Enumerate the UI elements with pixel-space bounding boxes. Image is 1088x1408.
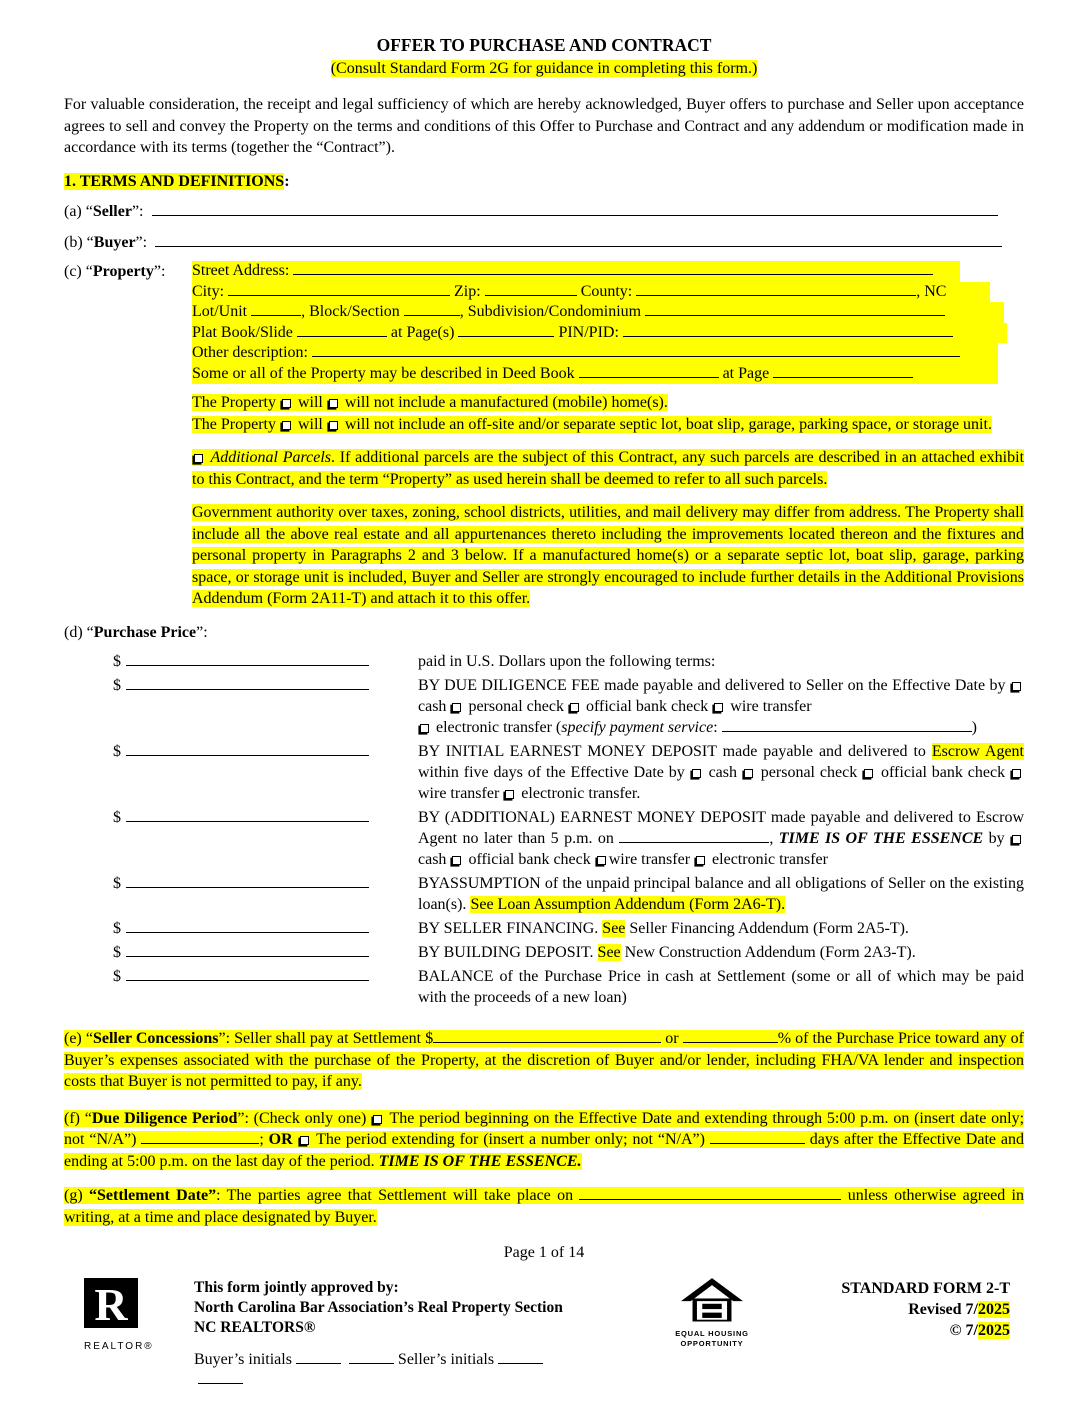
additional-parcels-text: . If additional parcels are the subject of this Contract, any such parcels are described in an attached exhibit to this Contract, and the term “Property” as used herein shall be deemed to refer to all such parcels. <box>192 449 1025 488</box>
seller-concessions-highlight <box>64 1030 1024 1090</box>
section-1-heading-text: 1. TERMS AND DEFINITIONS <box>64 172 285 190</box>
initials-line <box>194 1350 594 1390</box>
city-zip-county-line <box>192 282 990 303</box>
lot-unit-label: Lot/Unit <box>192 303 252 320</box>
settlement-t2: unless otherwise agreed in writing, at a time and place designated by Buyer. <box>64 1187 1024 1226</box>
approved-line-1: This form jointly approved by: <box>194 1278 399 1296</box>
offsite-will-checkbox[interactable] <box>282 421 291 430</box>
pp-row-seller-financing <box>64 918 1024 939</box>
government-authority-paragraph <box>192 502 1024 610</box>
property-label <box>64 261 192 384</box>
concession-percent-field[interactable] <box>683 1029 778 1043</box>
buyer-suffix: ”: <box>135 233 148 251</box>
mobile-home-highlight <box>192 394 668 411</box>
pp-amount-cell <box>64 807 418 828</box>
seller-term: Seller <box>92 203 132 220</box>
dd-days-field[interactable] <box>710 1130 805 1144</box>
lot-unit-field[interactable] <box>251 302 301 316</box>
dd-date-field[interactable] <box>141 1130 259 1144</box>
pp-desc-total: paid in U.S. Dollars upon the following terms: <box>418 653 716 670</box>
deed-book-line <box>192 364 998 385</box>
zip-field[interactable] <box>485 282 577 296</box>
iem-escrow-agent-highlight: Escrow Agent <box>931 743 1025 760</box>
aem-wire-transfer-label: wire transfer <box>608 851 695 868</box>
block-section-field[interactable] <box>404 302 460 316</box>
ddf-official-bank-check-label: official bank check <box>581 698 713 715</box>
standard-form-label: STANDARD FORM 2-T <box>841 1279 1010 1297</box>
seller-name-field[interactable] <box>152 202 999 216</box>
pin-pid-label: PIN/PID: <box>554 323 623 341</box>
dd-option1-checkbox[interactable] <box>373 1115 382 1124</box>
iem-t2: within five days of the Effective Date by <box>418 764 690 781</box>
payment-service-field[interactable] <box>722 718 972 732</box>
intro-paragraph: For valuable consideration, the receipt and legal sufficiency of which are hereby acknowledged, Buyer offers to purchase and Seller upon acceptance agrees to sell and convey the Property on the terms and conditions of this Offer to Purchase and Contract and any addendum or modification made in accordance with its terms (together the “Contract”). <box>64 96 1024 156</box>
mobile-home-will-checkbox[interactable] <box>282 399 291 408</box>
pp-row-assumption <box>64 873 1024 915</box>
iem-cash-label: cash <box>703 764 742 781</box>
ddf-personal-check-label: personal check <box>464 698 568 715</box>
iem-t1: BY INITIAL EARNEST MONEY DEPOSIT made payable and delivered to <box>418 743 932 760</box>
state-suffix: , NC <box>916 282 947 300</box>
pp-desc-balance: BALANCE of the Purchase Price in cash at Settlement (some or all of which may be paid with the proceeds of a new loan) <box>418 968 1024 1006</box>
deed-book-field[interactable] <box>579 364 719 378</box>
concessions-t1: ”: Seller shall pay at Settlement $ <box>218 1030 434 1047</box>
subdivision-label: , Subdivision/Condominium <box>459 303 646 320</box>
assumption-t1: BYASSUMPTION of the unpaid principal balance and all obligations of Seller on the existing loan(s). <box>418 875 1024 913</box>
additional-parcels-highlight <box>192 449 1024 488</box>
equal-housing-block <box>666 1278 758 1349</box>
dd-t1: ”: (Check only one) <box>237 1109 372 1127</box>
offsite-t1: The Property <box>192 415 280 433</box>
deed-book-label: Some or all of the Property may be described in Deed Book <box>192 364 579 382</box>
mobile-home-will-not-checkbox[interactable] <box>329 399 338 408</box>
ddf-personal-check-checkbox[interactable] <box>452 703 461 712</box>
pp-row-building-deposit <box>64 942 1024 963</box>
mobile-home-t1: The Property <box>192 394 280 411</box>
settlement-date-paragraph <box>64 1185 1024 1228</box>
pp-row-due-diligence-fee <box>64 675 1024 738</box>
buyer-term: Buyer <box>93 233 136 251</box>
pp-desc-building-deposit <box>418 942 1024 963</box>
settlement-highlight <box>64 1187 1024 1226</box>
ddf-cash-label: cash <box>418 698 451 715</box>
section-1-heading <box>64 171 1024 193</box>
dd-t4: The period extending for (insert a number only; not “N/A”) <box>311 1131 710 1148</box>
pp-amount-cell <box>64 651 418 672</box>
aem-t1: BY (ADDITIONAL) EARNEST MONEY DEPOSIT made payable and delivered to Escrow Agent no later than 5 p.m. on <box>418 809 1024 847</box>
buyer-name-field[interactable] <box>155 233 1002 247</box>
pp-desc-assumption <box>418 873 1024 915</box>
pp-amount-cell <box>64 675 418 696</box>
dollar-sign: $ <box>113 677 121 694</box>
ddf-wire-transfer-checkbox[interactable] <box>714 703 723 712</box>
additional-parcels-paragraph <box>192 447 1024 490</box>
approved-by-block <box>194 1278 594 1390</box>
buyer-initials-field-2[interactable] <box>349 1350 394 1364</box>
dollar-sign: $ <box>113 653 121 670</box>
street-address-field[interactable] <box>293 261 933 275</box>
form-id-block <box>758 1278 1024 1341</box>
concession-amount-field[interactable] <box>433 1029 661 1043</box>
concessions-t3: % of the Purchase Price toward any of Buyer’s expenses associated with the purchase of the Property, at the discretion of Buyer and/or lender, including FHA/VA lender and inspection costs that Buyer is not permitted to pay, if any. <box>64 1030 1025 1090</box>
pp-amount-cell <box>64 918 418 939</box>
dd-prefix: (f) “ <box>64 1109 92 1127</box>
offsite-will-not-checkbox[interactable] <box>329 421 338 430</box>
dollar-sign: $ <box>113 920 121 937</box>
sf-see-highlight: See <box>602 920 626 937</box>
page-title: OFFER TO PURCHASE AND CONTRACT <box>376 35 712 55</box>
dd-t5: days after the Effective Date and ending at 5:00 p.m. on the last day of the period. <box>64 1131 1024 1170</box>
property-section <box>64 261 1024 384</box>
bd-t2: New Construction Addendum (Form 2A3-T). <box>620 944 916 961</box>
iem-wire-transfer-checkbox[interactable] <box>1012 769 1021 778</box>
building-deposit-amount-field[interactable] <box>126 943 369 957</box>
additional-earnest-money-field[interactable] <box>126 808 369 822</box>
concessions-t2: or <box>661 1030 683 1047</box>
aem-electronic-transfer-checkbox[interactable] <box>696 856 705 865</box>
sellers-initials-label: Seller’s initials <box>397 1350 495 1368</box>
realtor-logo <box>84 1278 138 1328</box>
ddf-specify-service-label: specify payment service <box>561 719 714 736</box>
iem-official-bank-check-checkbox[interactable] <box>864 769 873 778</box>
aem-electronic-transfer-label: electronic transfer <box>708 851 828 868</box>
other-description-field[interactable] <box>312 343 960 357</box>
revised-year-highlight: 2025 <box>978 1300 1010 1318</box>
iem-personal-check-checkbox[interactable] <box>744 769 753 778</box>
buyer-prefix: (b) “ <box>64 233 94 251</box>
ddf-t3: : <box>713 719 722 736</box>
city-label: City: <box>192 282 229 300</box>
pp-desc-seller-financing <box>418 918 1024 939</box>
property-prefix: (c) “ <box>64 263 93 280</box>
ddf-t2: electronic transfer ( <box>432 719 562 736</box>
buyer-line <box>64 232 1024 254</box>
mobile-home-t3: will not include a manufactured (mobile) home(s). <box>340 394 668 411</box>
ddf-cash-checkbox[interactable] <box>1012 682 1021 691</box>
page-footer <box>64 1278 1024 1390</box>
seller-suffix: ”: <box>131 203 144 220</box>
dollar-sign: $ <box>113 968 121 985</box>
dd-term: Due Diligence Period <box>91 1109 238 1127</box>
dollar-sign: $ <box>113 875 121 892</box>
seller-concessions-paragraph <box>64 1028 1024 1093</box>
aem-cash-checkbox[interactable] <box>1012 835 1021 844</box>
deed-page-field[interactable] <box>773 364 913 378</box>
due-diligence-paragraph <box>64 1108 1024 1173</box>
aem-official-bank-check-label: official bank check <box>464 851 595 868</box>
mobile-home-line <box>192 392 1024 414</box>
seller-financing-amount-field[interactable] <box>126 919 369 933</box>
plat-book-line <box>192 323 1007 344</box>
bd-see-highlight: See <box>597 944 621 961</box>
section-1-heading-colon: : <box>284 172 290 190</box>
equal-housing-caption-2: OPPORTUNITY <box>680 1338 744 1348</box>
property-suffix: ”: <box>153 263 166 280</box>
seller-initials-field-1[interactable] <box>498 1350 543 1364</box>
dd-t3: ; <box>259 1131 269 1148</box>
iem-official-bank-check-label: official bank check <box>876 764 1011 781</box>
concessions-term: Seller Concessions <box>92 1030 219 1047</box>
pp-desc-additional-earnest-money <box>418 807 1024 870</box>
iem-electronic-transfer-label: electronic transfer. <box>517 785 641 802</box>
offsite-highlight <box>192 416 992 433</box>
subdivision-field[interactable] <box>645 302 945 316</box>
assumption-addendum-highlight: See Loan Assumption Addendum (Form 2A6-T). <box>470 896 786 913</box>
iem-personal-check-label: personal check <box>755 764 863 781</box>
settlement-date-field[interactable] <box>579 1186 841 1200</box>
buyer-label <box>64 232 147 254</box>
county-field[interactable] <box>636 282 916 296</box>
settlement-term: “Settlement Date” <box>88 1187 217 1204</box>
pp-row-balance <box>64 966 1024 1008</box>
plat-book-label: Plat Book/Slide <box>192 323 297 341</box>
copyright-year-highlight: 2025 <box>978 1321 1010 1339</box>
subtitle-highlight: (Consult Standard Form 2G for guidance in completing this form.) <box>330 60 758 77</box>
pp-desc-due-diligence-fee <box>418 675 1024 738</box>
revised-line <box>758 1299 1010 1320</box>
seller-line <box>64 201 1024 223</box>
realtor-logo-caption: REALTOR® <box>84 1341 154 1352</box>
purchase-price-table <box>64 651 1024 1008</box>
zip-label: Zip: <box>450 282 485 300</box>
aem-t3: by <box>983 830 1011 847</box>
dollar-sign: $ <box>113 809 121 826</box>
city-field[interactable] <box>228 282 450 296</box>
balance-amount-field[interactable] <box>126 967 369 981</box>
approved-line-2: North Carolina Bar Association’s Real Property Section <box>194 1298 563 1316</box>
purchase-price-term: Purchase Price <box>93 623 197 641</box>
aem-official-bank-check-checkbox[interactable] <box>452 856 461 865</box>
copyright-prefix: © 7/ <box>949 1321 978 1339</box>
ddf-wire-transfer-label: wire transfer <box>726 698 812 715</box>
settlement-prefix: (g) <box>64 1187 89 1204</box>
government-authority-text: Government authority over taxes, zoning, school districts, utilities, and mail delivery may differ from address. The Property shall include all the above real estate and all appurtenances thereto including the improvements located thereon and the fixtures and personal property in Paragraphs 2 and 3 below. If a manufactured home(s) or a separate septic lot, boat slip, garage, parking space, or storage unit is included, Buyer and Seller are strongly encouraged to include further details in the Additional Provisions Addendum (Form 2A11-T) and attach it to this offer. <box>192 504 1024 607</box>
purchase-price-prefix: (d) “ <box>64 623 94 641</box>
aem-wire-transfer-checkbox[interactable] <box>597 856 606 865</box>
iem-cash-checkbox[interactable] <box>692 769 701 778</box>
aem-t2: , <box>769 830 779 847</box>
realtor-logo-letter: R <box>94 1278 128 1328</box>
pp-amount-cell <box>64 966 418 987</box>
due-diligence-fee-field[interactable] <box>126 676 369 690</box>
block-section-label: , Block/Section <box>301 303 404 320</box>
dd-option2-checkbox[interactable] <box>300 1136 309 1145</box>
sf-t2: Seller Financing Addendum (Form 2A5-T). <box>625 920 909 937</box>
dd-or-text: OR <box>268 1131 298 1148</box>
pp-amount-cell <box>64 741 418 762</box>
approved-line-3: NC REALTORS® <box>194 1318 316 1336</box>
pp-row-total <box>64 651 1024 672</box>
sf-t1: BY SELLER FINANCING. <box>418 920 603 937</box>
seller-prefix: (a) “ <box>64 203 93 220</box>
property-fields <box>192 261 1024 384</box>
additional-parcels-checkbox[interactable] <box>194 454 203 463</box>
pin-pid-field[interactable] <box>623 323 953 337</box>
pages-field[interactable] <box>458 323 554 337</box>
ddf-t4: ) <box>971 719 977 736</box>
dd-time-essence-text: TIME IS OF THE ESSENCE. <box>378 1152 582 1170</box>
buyers-initials-label: Buyer’s initials <box>194 1350 292 1368</box>
initial-earnest-money-field[interactable] <box>126 742 369 756</box>
county-label: County: <box>576 282 637 300</box>
equal-housing-caption-1: EQUAL HOUSING <box>675 1328 749 1338</box>
settlement-t1: : The parties agree that Settlement will take place on <box>216 1187 580 1204</box>
copyright-line <box>758 1320 1010 1341</box>
equal-housing-logo <box>681 1278 743 1326</box>
bd-t1: BY BUILDING DEPOSIT. <box>418 944 598 961</box>
dollar-sign: $ <box>113 743 121 760</box>
offsite-t2: will <box>293 415 327 433</box>
dd-t2: The period beginning on the Effective Date and extending through 5:00 p.m. on (insert date only; not “N/A”) <box>64 1109 1025 1148</box>
seller-initials-field-2[interactable] <box>198 1370 243 1384</box>
purchase-price-suffix: ”: <box>196 623 208 641</box>
due-diligence-highlight <box>64 1110 1024 1170</box>
ddf-official-bank-check-checkbox[interactable] <box>570 703 579 712</box>
other-description-label: Other description: <box>192 344 312 361</box>
pp-amount-cell <box>64 942 418 963</box>
revised-prefix: Revised 7/ <box>908 1300 978 1318</box>
pp-row-additional-earnest-money <box>64 807 1024 870</box>
concessions-prefix: (e) “ <box>64 1030 93 1047</box>
deed-page-label: at Page <box>718 364 774 382</box>
realtor-logo-block <box>64 1278 194 1358</box>
dollar-sign: $ <box>113 944 121 961</box>
offsite-t3: will not include an off-site and/or separate septic lot, boat slip, garage, parking space, or storage unit. <box>340 415 992 433</box>
form-subtitle <box>64 58 1024 80</box>
property-term: Property <box>92 263 154 280</box>
inclusion-statements <box>192 392 1024 435</box>
buyer-initials-field-1[interactable] <box>296 1350 341 1364</box>
pp-row-initial-earnest-money <box>64 741 1024 804</box>
mobile-home-t2: will <box>293 394 327 411</box>
purchase-price-label <box>64 622 1024 644</box>
seller-label <box>64 201 144 223</box>
additional-parcels-term: Additional Parcels <box>206 449 332 466</box>
ddf-t1: BY DUE DILIGENCE FEE made payable and delivered to Seller on the Effective Date by <box>418 677 1010 694</box>
page-number: Page 1 of 14 <box>503 1244 585 1261</box>
total-amount-field[interactable] <box>126 652 369 666</box>
pp-desc-initial-earnest-money <box>418 741 1024 804</box>
plat-book-field[interactable] <box>297 323 387 337</box>
iem-electronic-transfer-checkbox[interactable] <box>505 790 514 799</box>
assumption-amount-field[interactable] <box>126 874 369 888</box>
ddf-electronic-transfer-checkbox[interactable] <box>420 724 429 733</box>
street-address-line <box>192 261 960 282</box>
aem-date-field[interactable] <box>619 829 769 843</box>
aem-cash-label: cash <box>418 851 451 868</box>
aem-time-essence-text: TIME IS OF THE ESSENCE <box>778 830 984 847</box>
iem-wire-transfer-label: wire transfer <box>418 785 504 802</box>
offsite-line <box>192 414 1024 436</box>
other-description-line <box>192 343 998 364</box>
street-address-label: Street Address: <box>192 262 294 279</box>
at-pages-label: at Page(s) <box>386 323 459 341</box>
pp-amount-cell <box>64 873 418 894</box>
lot-block-subdivision-line <box>192 302 1004 323</box>
